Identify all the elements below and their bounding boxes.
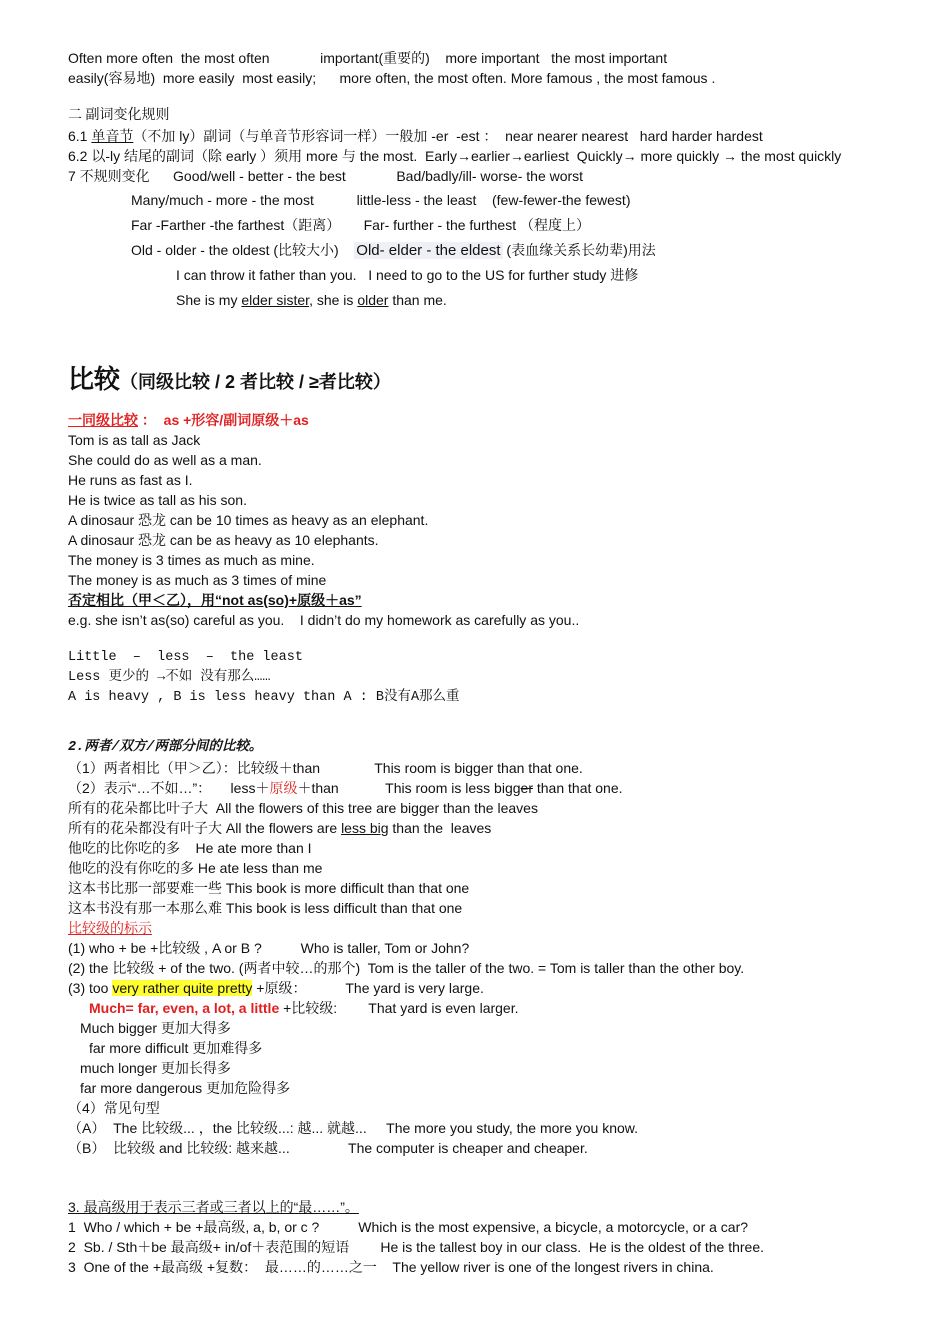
two-way-section — [68, 738, 930, 1158]
eat-line-1: 他吃的比你吃的多 He ate more than I — [68, 840, 312, 856]
intro-line-1: Often more often the most often important(重要的) more important the most important — [68, 50, 668, 66]
example-line: The money is 3 times as much as mine. — [68, 552, 315, 568]
same-level-title — [68, 410, 930, 430]
far-more-difficult: far more difficult 更加难得多 — [89, 1040, 263, 1056]
same-level-section — [68, 410, 930, 708]
rule-6-1 — [68, 126, 930, 146]
little-line-1: Little – less – the least — [68, 650, 303, 665]
example-line: He runs as fast as I. — [68, 472, 193, 488]
superlative-3: 3 One of the +最高级 +复数： 最……的……之一 The yellow river is one of the longest rivers in china. — [68, 1259, 714, 1275]
m3-highlight: very rather quite pretty — [112, 980, 253, 996]
much-line — [68, 998, 930, 1018]
example-line: Tom is as tall as Jack — [68, 432, 201, 448]
example-throw: I can throw it father than you. I need to go to the US for further study 进修 — [176, 267, 639, 283]
superlative-section — [68, 1197, 930, 1277]
intro-line-2: easily(容易地) more easily most easily; more often, the most often. More famous , the most famous . — [68, 70, 716, 86]
marker-2: (2) the 比较级 + of the two. (两者中较…的那个) Tom is the taller of the two. = Tom is taller than the other boy. — [68, 960, 745, 976]
irregular-far: Far -Farther -the farthest（距离） Far- further - the furthest （程度上） — [131, 217, 590, 233]
superlative-title: 3. 最高级用于表示三者或三者以上的“最……”。 — [68, 1199, 359, 1215]
rule-6-1-term: 单音节 — [91, 128, 134, 144]
example-line: She could do as well as a man. — [68, 452, 262, 468]
two-way-p1: （1）两者相比（甲＞乙）：比较级＋than This room is bigger than that one. — [68, 760, 583, 776]
intro-block — [68, 48, 930, 88]
far-more-dangerous: far more dangerous 更加危险得多 — [80, 1080, 291, 1096]
eat-line-2: 他吃的没有你吃的多 He ate less than me — [68, 860, 323, 876]
flow2-c: than the leaves — [388, 820, 492, 836]
sister-d: older — [357, 292, 389, 308]
p2-e: than that one. — [532, 780, 623, 796]
sister-b: elder sister — [241, 292, 310, 308]
p2-a: （2）表示“…不如…”： less＋ — [68, 780, 270, 796]
example-line: The money is as much as 3 times of mine — [68, 572, 327, 588]
spacer — [68, 630, 930, 648]
flower-line-2 — [68, 818, 930, 838]
superlative-1: 1 Who / which + be +最高级, a, b, or c ? Which is the most expensive, a bicycle, a motorcycle, or a car? — [68, 1219, 749, 1235]
old-a: Old - older - the oldest (比较大小) — [131, 242, 355, 258]
much-longer: much longer 更加长得多 — [80, 1060, 231, 1076]
page-title-main: 比较 — [68, 365, 121, 394]
flow2-b: less big — [341, 820, 389, 836]
p2-positive: 原级 — [269, 780, 298, 796]
marker-title: 比较级的标示 — [68, 920, 152, 936]
p2-c: ＋than This room is less bigg — [297, 780, 521, 796]
negative-example: e.g. she isn’t as(so) careful as you. I didn’t do my homework as carefully as you.. — [68, 612, 580, 628]
same-level-formula: ： as +形容/副词原级＋as — [138, 412, 309, 428]
flower-line-1: 所有的花朵都比叶子大 All the flowers of this tree are bigger than the leaves — [68, 800, 538, 816]
sister-e: than me. — [388, 292, 447, 308]
same-level-label: 一同级比较 — [68, 412, 138, 428]
marker-1: (1) who + be +比较级 , A or B ? Who is taller, Tom or John? — [68, 940, 470, 956]
old-c: (表血缘关系长幼辈)用法 — [502, 242, 656, 258]
book-line-2: 这本书没有那一本那么难 This book is less difficult than that one — [68, 900, 463, 916]
sister-c: , she is — [309, 292, 358, 308]
m3-a: (3) too — [68, 980, 113, 996]
irregular-many: Many/much - more - the most little-less - the least (few-fewer-the fewest) — [131, 192, 631, 208]
much-words: Much= far, even, a lot, a little — [89, 1000, 280, 1016]
two-way-title: 2.两者/双方/两部分间的比较。 — [68, 740, 263, 755]
book-line-1: 这本书比那一部要难一些 This book is more difficult than that one — [68, 880, 470, 896]
sister-a: She is my — [176, 292, 242, 308]
two-way-p2 — [68, 778, 930, 798]
pattern-a: （A） The 比较级... ，the 比较级...: 越... 就越... The more you study, the more you know. — [68, 1120, 639, 1136]
adverb-title: 二 副词变化规则 — [68, 108, 170, 123]
little-line-2: Less 更少的 →不如 没有那么…… — [68, 670, 271, 685]
little-line-3: A is heavy , B is less heavy than A : B没有A那么重 — [68, 690, 460, 705]
p2-struck: er — [520, 780, 533, 796]
adverb-rules — [68, 106, 930, 310]
much-bigger: Much bigger 更加大得多 — [80, 1020, 231, 1036]
marker-3 — [68, 978, 930, 998]
pattern-b: （B） 比较级 and 比较级: 越来越... The computer is cheaper and cheaper. — [68, 1140, 588, 1156]
example-line: A dinosaur 恐龙 can be as heavy as 10 elephants. — [68, 532, 379, 548]
much-rest: +比较级: That yard is even larger. — [279, 1000, 519, 1016]
comparison-heading — [68, 365, 930, 404]
example-sister — [68, 290, 930, 310]
rule-6-1-text: （不加 ly）副词（与单音节形容词一样）一般加 -er -est ： near nearer nearest hard harder hardest — [133, 128, 763, 144]
page-title — [68, 365, 930, 404]
page-title-sub: （同级比较 / 2 者比较 / ≥者比较） — [120, 372, 391, 392]
old-elder: Old- elder - the eldest — [356, 242, 501, 259]
negative-rule: 否定相比（甲＜乙），用“not as(so)+原级＋as” — [68, 592, 362, 608]
flow2-a: 所有的花朵都没有叶子大 All the flowers are — [68, 820, 342, 836]
example-line: A dinosaur 恐龙 can be 10 times as heavy as an elephant. — [68, 512, 429, 528]
rule-7: 7 不规则变化 Good/well - better - the best Bad/badly/ill- worse- the worst — [68, 168, 584, 184]
pattern-title: （4）常见句型 — [68, 1100, 160, 1116]
superlative-2: 2 Sb. / Sth＋be 最高级+ in/of＋表范围的短语 He is the tallest boy in our class. He is the oldest of the three. — [68, 1239, 765, 1255]
rule-6-2: 6.2 以-ly 结尾的副词（除 early ）须用 more 与 the most. Early→earlier→earliest Quickly→ more quickly → the most quickly — [68, 148, 842, 164]
irregular-old — [68, 240, 930, 260]
m3-c: +原级： The yard is very large. — [252, 980, 484, 996]
example-line: He is twice as tall as his son. — [68, 492, 247, 508]
rule-6-1-num: 6.1 — [68, 128, 92, 144]
